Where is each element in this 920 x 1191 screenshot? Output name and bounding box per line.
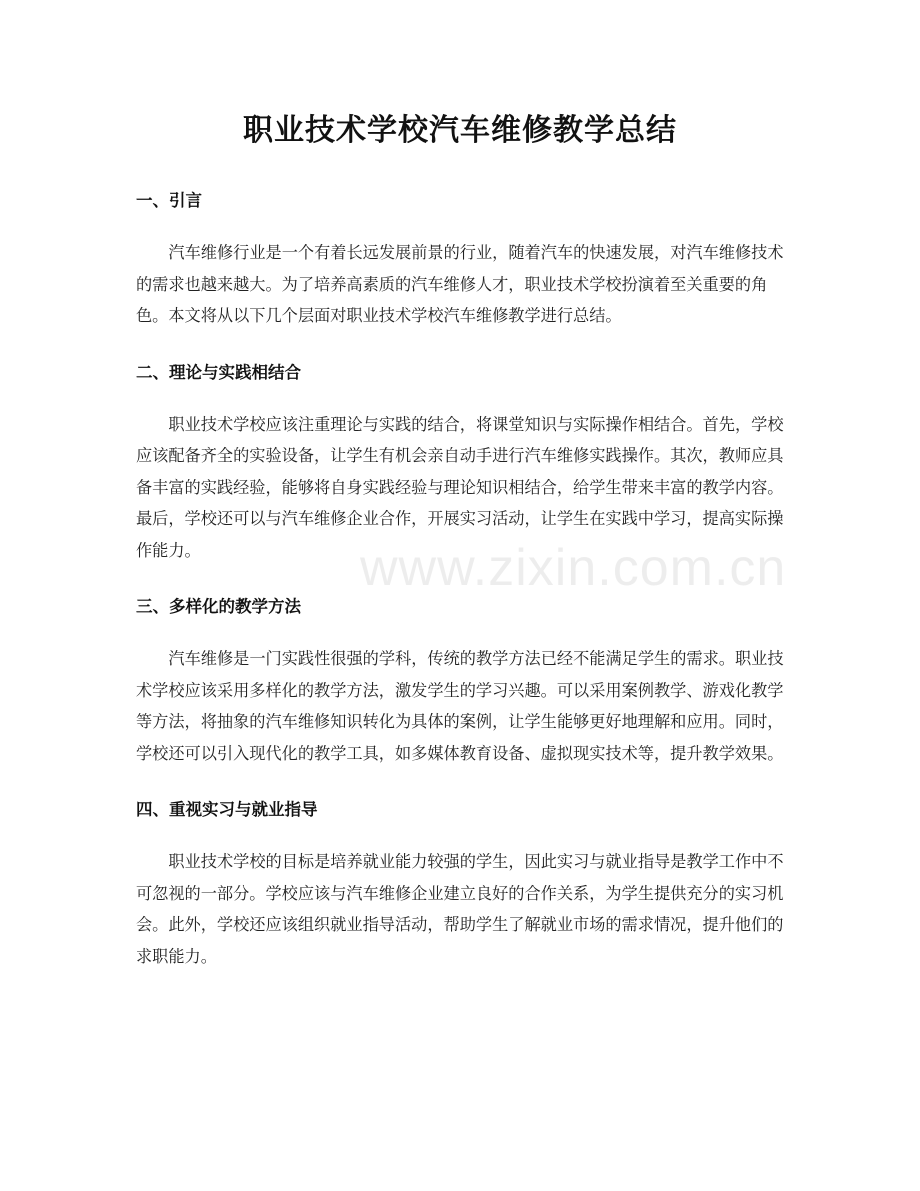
section-heading-internship-employment: 四、重视实习与就业指导 (136, 800, 318, 819)
section-body-internship-employment: 职业技术学校的目标是培养就业能力较强的学生，因此实习与就业指导是教学工作中不可忽视的一部分。学校应该与汽车维修企业建立良好的合作关系，为学生提供充分的实习机会。此外，学校还应该组织就业指导活动，帮助学生了解就业市场的需求情况，提升他们的求职能力。 (136, 852, 784, 966)
section-body-theory-practice: 职业技术学校应该注重理论与实践的结合，将课堂知识与实际操作相结合。首先，学校应该配备齐全的实验设备，让学生有机会亲自动手进行汽车维修实践操作。其次，教师应具备丰富的实践经验，能够将自身实践经验与理论知识相结合，给学生带来丰富的教学内容。最后，学校还可以与汽车维修企业合作，开展实习活动，让学生在实践中学习，提高实际操作能力。 (136, 414, 784, 560)
watermark: www.zixin.com.cn (360, 539, 787, 597)
section-body-teaching-methods: 汽车维修是一门实践性很强的学科，传统的教学方法已经不能满足学生的需求。职业技术学校应该采用多样化的教学方法，激发学生的学习兴趣。可以采用案例教学、游戏化教学等方法，将抽象的汽车维修知识转化为具体的案例，让学生能够更好地理解和应用。同时，学校还可以引入现代化的教学工具，如多媒体教育设备、虚拟现实技术等，提升教学效果。 (136, 649, 784, 763)
section-heading-teaching-methods: 三、多样化的教学方法 (136, 597, 301, 616)
document-title: 职业技术学校汽车维修教学总结 (243, 113, 677, 148)
section-heading-theory-practice: 二、理论与实践相结合 (136, 362, 301, 382)
document-content (136, 186, 787, 972)
section-heading-introduction: 一、引言 (136, 191, 202, 210)
section-body-introduction: 汽车维修行业是一个有着长远发展前景的行业，随着汽车的快速发展，对汽车维修技术的需求也越来越大。为了培养高素质的汽车维修人才，职业技术学校扮演着至关重要的角色。本文将从以下几个层面对职业技术学校汽车维修教学进行总结。 (136, 243, 784, 325)
